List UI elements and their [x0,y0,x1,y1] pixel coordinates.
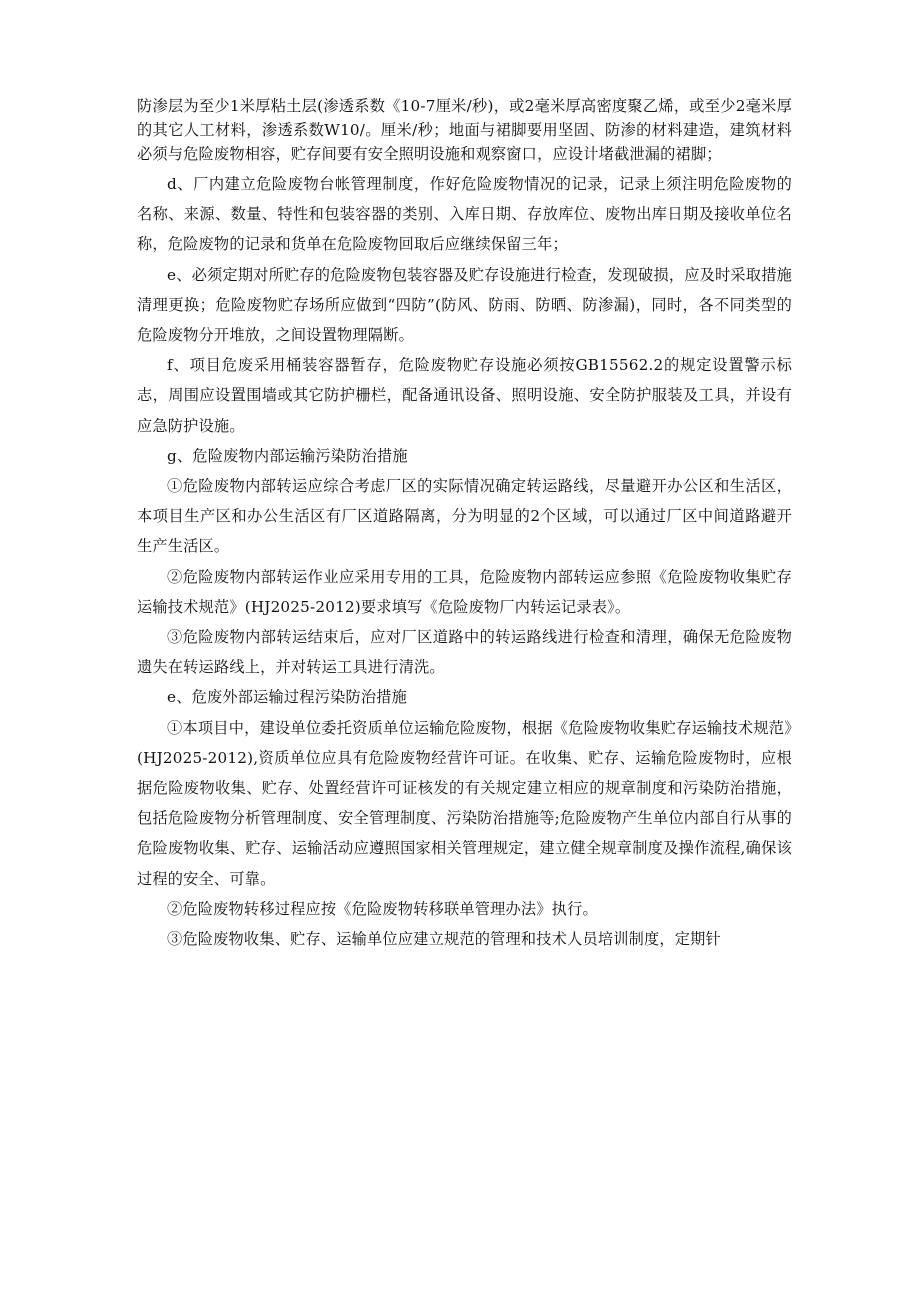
heading-g-internal-transport: g、危险废物内部运输污染防治措施 [167,446,408,465]
body-text [137,94,792,954]
heading-e-external-transport: e、危废外部运输过程污染防治措施 [167,688,408,707]
paragraph-internal-3: ③危险废物内部转运结束后，应对厂区道路中的转运路线进行检查和清理，确保无危险废物遗失在转运路线上，并对转运工具进行清洗。 [137,628,792,677]
paragraph-internal-1: ①危险废物内部转运应综合考虑厂区的实际情况确定转运路线，尽量避开办公区和生活区，本项目生产区和办公生活区有厂区道路隔离，分为明显的2个区域，可以通过厂区中间道路避开生产生活区。 [137,477,792,556]
paragraph-internal-2: ②危险废物内部转运作业应采用专用的工具，危险废物内部转运应参照《危险废物收集贮存运输技术规范》(HJ2025-2012)要求填写《危险废物厂内转运记录表》。 [137,567,792,616]
paragraph-external-2: ②危险废物转移过程应按《危险废物转移联单管理办法》执行。 [167,899,598,918]
paragraph-e-inspection: e、必须定期对所贮存的危险废物包装容器及贮存设施进行检查，发现破损，应及时采取措施清理更换；危险废物贮存场所应做到“四防”(防风、防雨、防晒、防渗漏)，同时，各不同类型的危险废物分开堆放，之间设置物理隔断。 [137,265,792,345]
paragraph-external-3: ③危险废物收集、贮存、运输单位应建立规范的管理和技术人员培训制度，定期针 [167,930,721,949]
paragraph-d-ledger: d、厂内建立危险废物台帐管理制度，作好危险废物情况的记录，记录上须注明危险废物的名称、来源、数量、特性和包装容器的类别、入库日期、存放库位、废物出库日期及接收单位名称，危险废物的记录和货单在危险废物回取后应继续保留三年； [137,175,792,254]
paragraph-f-storage: f、项目危废采用桶装容器暂存，危险废物贮存设施必须按GB15562.2的规定设置警示标志，周围应设置围墙或其它防护栅栏，配备通讯设备、照明设施、安全防护服装及工具，并设有应急防护设施。 [137,356,792,435]
paragraph-external-1: ①本项目中，建设单位委托资质单位运输危险废物，根据《危险废物收集贮存运输技术规范》(HJ2025-2012),资质单位应具有危险废物经营许可证。在收集、贮存、运输危险废物时，应根据危险废物收集、贮存、处置经营许可证核发的有关规定建立相应的规章制度和污染防治措施，包括危险废物分析管理制度、安全管理制度、污染防治措施等;危险废物产生单位内部自行从事的危险废物收集、贮存、运输活动应遵照国家相关管理规定，建立健全规章制度及操作流程,确保该过程的安全、可靠。 [137,718,792,888]
paragraph-impermeable-layer: 防渗层为至少1米厚粘土层(渗透系数《10-7厘米/秒)，或2毫米厚高密度聚乙烯，或至少2毫米厚的其它人工材料，渗透系数W10/。厘米/秒；地面与裙脚要用坚固、防渗的材料建造，建筑材料必须与危险废物相容，贮存间要有安全照明设施和观察窗口，应设计堵截泄漏的裙脚； [137,97,792,163]
